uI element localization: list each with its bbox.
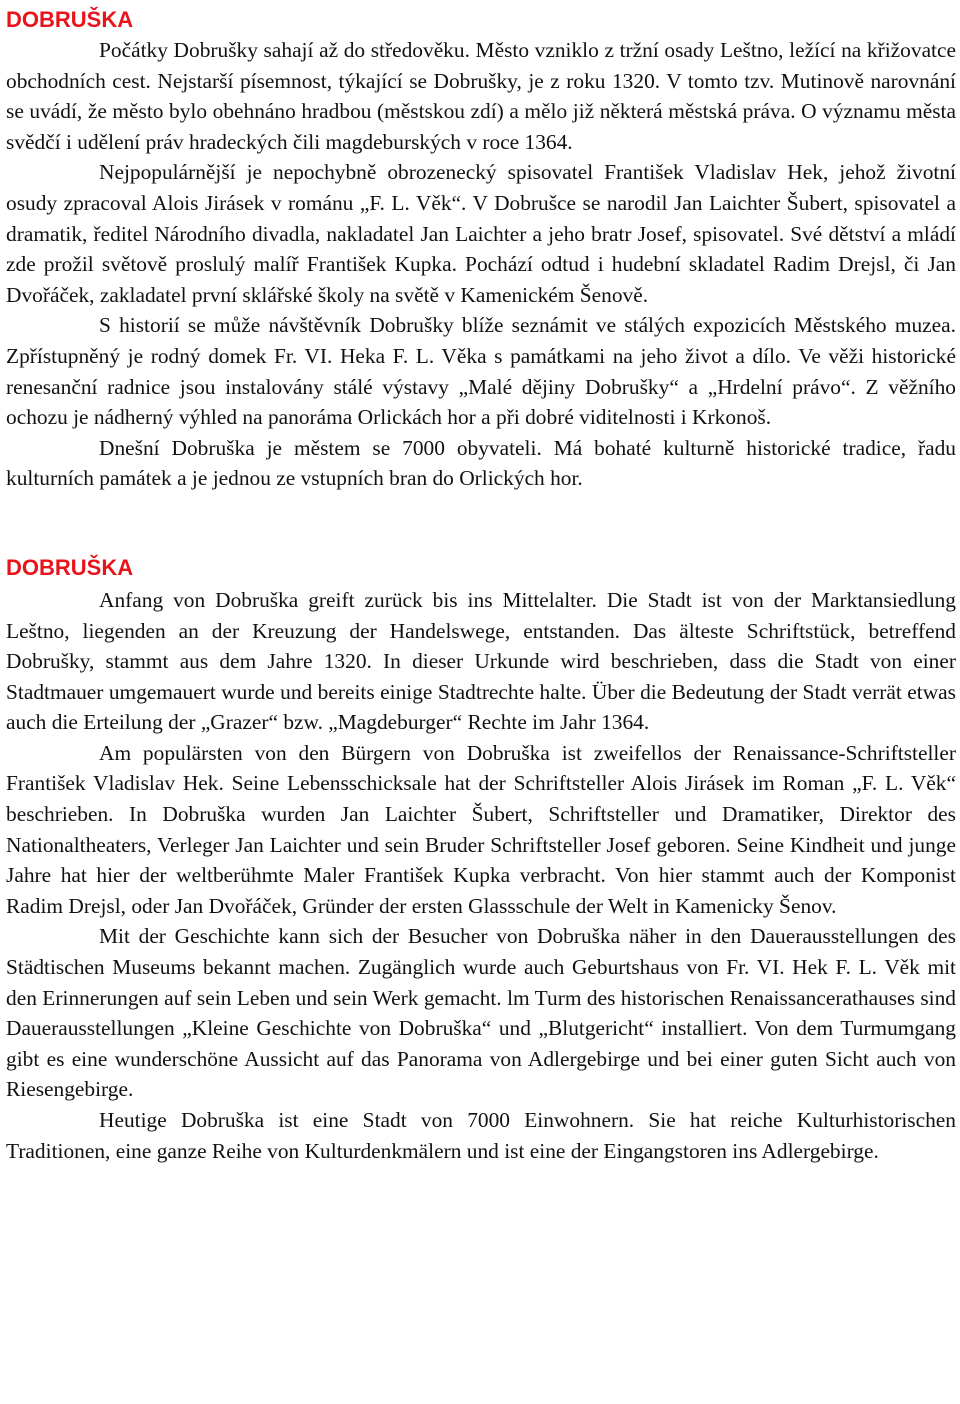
german-heading: DOBRUŠKA (6, 554, 134, 580)
czech-paragraph-personalities: Nejpopulárnější je nepochybně obrozenecký spisovatel František Vladislav Hek, jehož životní osudy zpracoval Alois Jirásek v románu „F. L. Věk“. V Dobrušce se narodil Jan Laichter Šubert, spisovatel a dramatik, ředitel Národního divadla, nakladatel Jan Laichter a jeho bratr Josef, spisovatel. Své dětství a mládí zde prožil světově proslulý malíř František Kupka. Pochází odtud i hudební skladatel Radim Drejsl, či Jan Dvořáček, zakladatel první sklářské školy na světě v Kamenickém Šenově. (6, 160, 956, 307)
czech-section (6, 6, 956, 494)
czech-heading: DOBRUŠKA (6, 7, 134, 32)
czech-paragraph-museum: S historií se může návštěvník Dobrušky blíže seznámit ve stálých expozicích Městského muzea. Zpřístupněný je rodný domek Fr. VI. Heka F. L. Věka s památkami na jeho život a dílo. Ve věži historické renesanční radnice jsou instalovány stálé výstavy „Malé dějiny Dobrušky“ a „Hrdelní právo“. Z věžního ochozu je nádherný výhled na panoráma Orlickách hor a při dobré viditelnosti i Krkonoš. (6, 313, 956, 430)
document-page (6, 6, 956, 1166)
german-paragraph-today: Heutige Dobruška ist eine Stadt von 7000 Einwohnern. Sie hat reiche Kulturhistorischen Traditionen, eine ganze Reihe von Kulturdenkmälern und ist eine der Eingangstoren ins Adlergebirge. (6, 1108, 956, 1163)
german-paragraph-personalities: Am populärsten von den Bürgern von Dobruška ist zweifellos der Renaissance-Schriftsteller František Vladislav Hek. Seine Lebensschicksale hat der Schriftsteller Alois Jirásek im Roman „F. L. Věk“ beschrieben. In Dobruška wurden Jan Laichter Šubert, Schriftsteller und Dramatiker, Direktor des Nationaltheaters, Verleger Jan Laichter und sein Bruder Schriftsteller Josef geboren. Seine Kindheit und junge Jahre hat hier der weltberühmte Maler František Kupka verbracht. Von hier stammt auch der Komponist Radim Drejsl, oder Jan Dvořáček, Gründer der ersten Glassschule der Welt in Kamenicky Šenov. (6, 740, 956, 918)
czech-paragraph-history: Počátky Dobrušky sahají až do středověku. Město vzniklo z tržní osady Leštno, ležící na křižovatce obchodních cest. Nejstarší písemnost, týkající se Dobrušky, je z roku 1320. V tomto tzv. Mutinově narovnání se uvádí, že město bylo obehnáno hradbou (městskou zdí) a mělo již některá městská práva. O významu města svědčí i udělení práv hradeckých čili magdeburských v roce 1364. (6, 38, 956, 154)
german-paragraph-museum: Mit der Geschichte kann sich der Besucher von Dobruška näher in den Dauerausstellungen des Städtischen Museums bekannt machen. Zugänglich wurde auch Geburtshaus von Fr. VI. Hek F. L. Věk mit den Erinnerungen auf sein Leben und sein Werk gemacht. lm Turm des historischen Renaissancerathauses sind Dauerausstellungen „Kleine Geschichte von Dobruška“ und „Blutgericht“ installiert. Von dem Turmumgang gibt es eine wunderschöne Aussicht auf das Panorama von Adlergebirge und bei einer guten Sicht auch von Riesengebirge. (6, 924, 956, 1102)
german-section (6, 554, 956, 1166)
german-paragraph-history: Anfang von Dobruška greift zurück bis ins Mittelalter. Die Stadt ist von der Marktansiedlung Leštno, liegenden an der Kreuzung der Handelswege, entstanden. Das älteste Schriftstück, betreffend Dobrušky, stammt aus dem Jahre 1320. In dieser Urkunde wird beschrieben, dass die Stadt von einer Stadtmauer umgemauert wurde und bereits einige Stadtrechte halte. Über die Bedeutung der Stadt verrät etwas auch die Erteilung der „Grazer“ bzw. „Magdeburger“ Rechte im Jahr 1364. (6, 587, 956, 735)
czech-paragraph-today: Dnešní Dobruška je městem se 7000 obyvateli. Má bohaté kulturně historické tradice, řadu kulturních památek a je jednou ze vstupních bran do Orlických hor. (6, 435, 956, 491)
